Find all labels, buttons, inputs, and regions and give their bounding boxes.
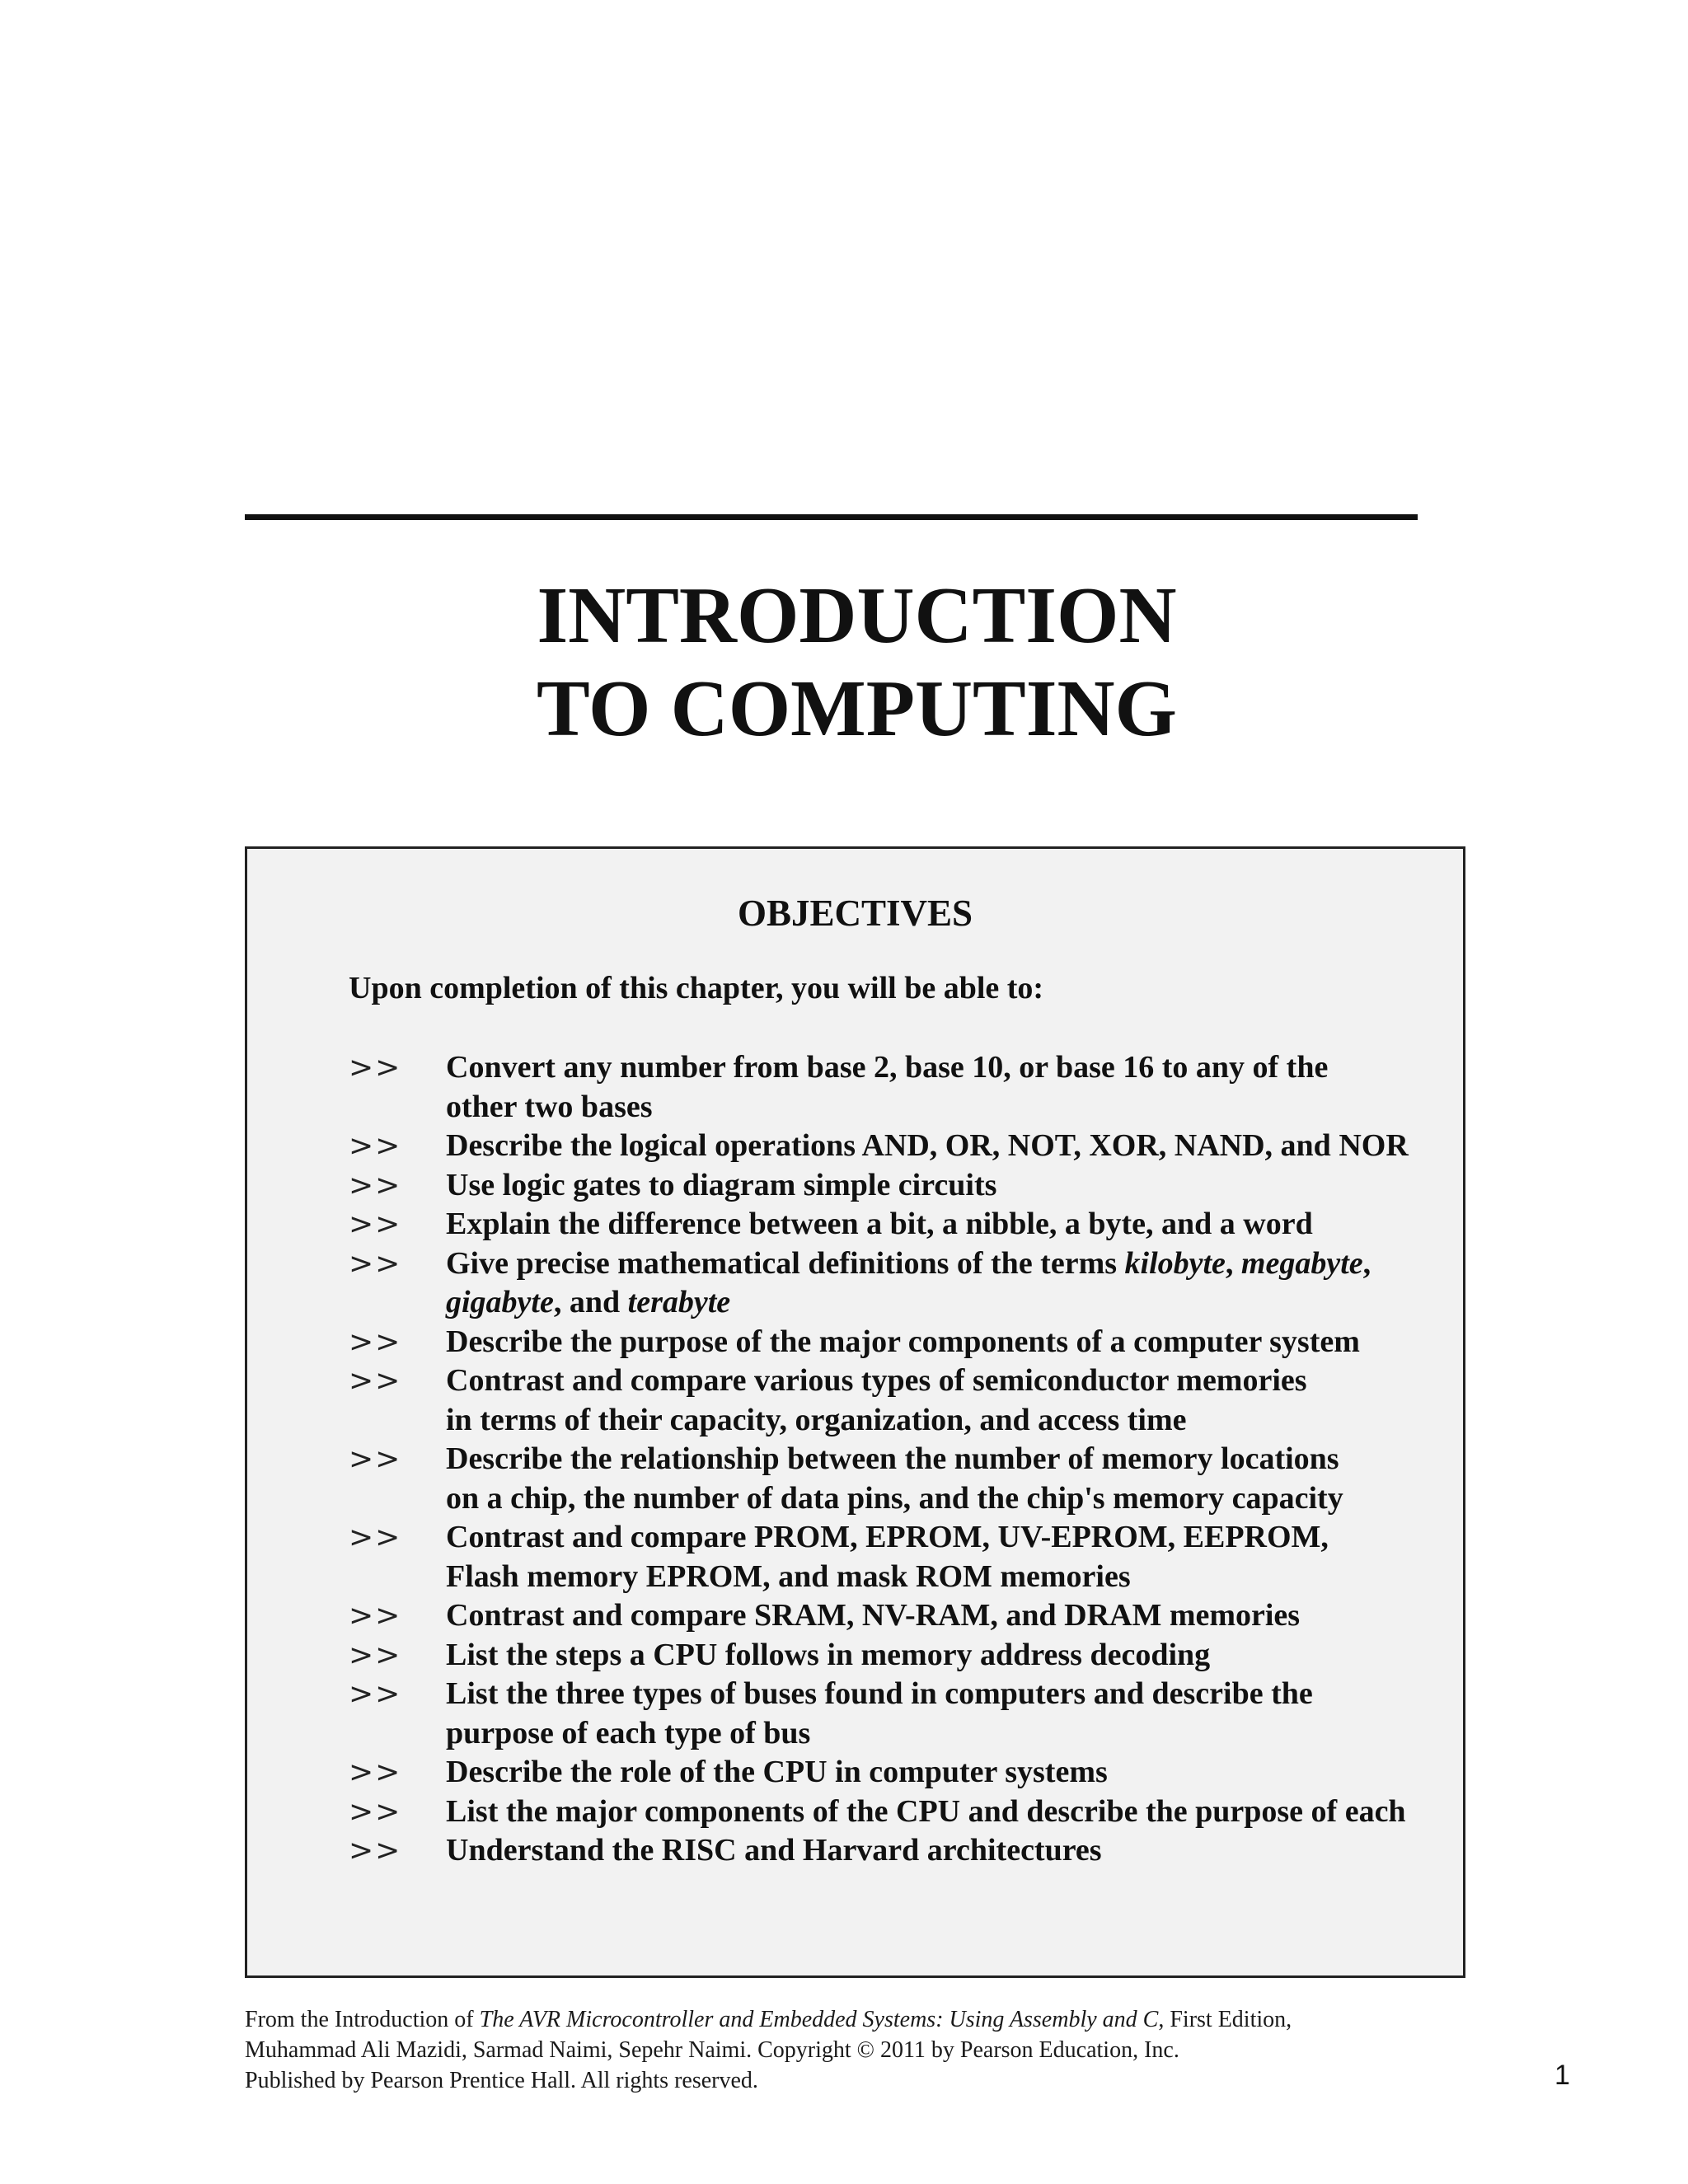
objective-bullet: >> [349, 1364, 402, 1398]
chapter-title-line-1: INTRODUCTION [537, 571, 1177, 659]
objective-term: gigabyte [446, 1285, 554, 1319]
objective-item [349, 1793, 1461, 1832]
objective-bullet: >> [349, 1599, 402, 1633]
objective-text [446, 1127, 1461, 1166]
objective-item [349, 1518, 1461, 1596]
chapter-title [245, 569, 1469, 755]
objective-item [349, 1596, 1461, 1636]
objective-text-segment: List the major components of the CPU and describe the purpose of each [446, 1793, 1406, 1829]
objective-item [349, 1440, 1461, 1518]
objective-text-segment: List the steps a CPU follows in memory address decoding [446, 1637, 1211, 1672]
footer-line-3: Published by Pearson Prentice Hall. All rights reserved. [245, 2068, 758, 2093]
objective-text-segment: Give precise mathematical definitions of the terms [446, 1245, 1125, 1281]
objective-item [349, 1323, 1461, 1362]
objective-text-segment: List the three types of buses found in computers and describe the purpose of each type of bus [446, 1676, 1313, 1750]
objective-bullet: >> [349, 1129, 402, 1163]
objectives-box [245, 846, 1465, 1978]
objective-text [446, 1205, 1461, 1244]
objective-item [349, 1675, 1461, 1753]
objective-text-segment: Describe the relationship between the number of memory locations on a chip, the number of data pins, and the chip's memory capacity [446, 1441, 1343, 1516]
objective-bullet: >> [349, 1324, 402, 1359]
objective-bullet: >> [349, 1168, 402, 1202]
footer-line-1-prefix: From the Introduction of [245, 2007, 480, 2032]
objective-item [349, 1361, 1461, 1440]
objectives-heading: OBJECTIVES [737, 893, 973, 934]
objective-text-segment: , [1362, 1245, 1372, 1281]
objective-bullet: >> [349, 1794, 402, 1829]
objective-text-segment: Describe the role of the CPU in computer systems [446, 1755, 1108, 1789]
objective-bullet: >> [349, 1521, 402, 1554]
objective-text-segment: Use logic gates to diagram simple circuits [446, 1167, 997, 1202]
objective-bullet: >> [349, 1834, 402, 1868]
objectives-list [349, 1048, 1461, 1871]
objective-bullet: >> [349, 1207, 402, 1241]
objective-text [446, 1323, 1461, 1362]
objective-text-segment: Describe the logical operations AND, OR, NOT, XOR, NAND, and NOR [446, 1128, 1409, 1163]
objective-text-segment: Explain the difference between a bit, a nibble, a byte, and a word [446, 1207, 1313, 1241]
objective-text [446, 1596, 1461, 1636]
objectives-intro: Upon completion of this chapter, you will be able to: [349, 971, 1044, 1005]
page-number: 1 [1554, 2060, 1570, 2091]
objective-text-segment: Describe the purpose of the major components of a computer system [446, 1324, 1360, 1359]
objective-bullet: >> [349, 1442, 402, 1476]
objective-text [446, 1440, 1461, 1518]
objective-text-segment: Convert any number from base 2, base 10, or base 16 to any of the other two bases [446, 1050, 1329, 1124]
source-footer [245, 2004, 1292, 2096]
objective-item [349, 1244, 1461, 1323]
objective-text-segment: , [1225, 1245, 1241, 1281]
objective-bullet: >> [349, 1677, 402, 1711]
objective-term: kilobyte [1124, 1245, 1226, 1281]
objective-item [349, 1753, 1461, 1793]
chapter-top-rule [245, 514, 1418, 520]
objective-term: terabyte [627, 1285, 731, 1319]
objective-text [446, 1675, 1461, 1753]
objective-text-segment: Contrast and compare SRAM, NV-RAM, and DRAM memories [446, 1598, 1301, 1633]
objective-bullet: >> [349, 1051, 402, 1085]
objective-text [446, 1244, 1461, 1323]
objective-text [446, 1048, 1461, 1127]
objective-text [446, 1831, 1461, 1871]
footer-line-1 [245, 2004, 1292, 2035]
objective-item [349, 1127, 1461, 1166]
objective-text-segment: , and [553, 1285, 628, 1319]
objective-text [446, 1753, 1461, 1793]
objective-text [446, 1636, 1461, 1675]
objective-text-segment: Contrast and compare various types of semiconductor memories in terms of their capacity, organization, and access time [446, 1363, 1307, 1437]
chapter-title-line-2: TO COMPUTING [537, 664, 1177, 752]
objective-bullet: >> [349, 1246, 402, 1281]
objective-item [349, 1048, 1461, 1127]
footer-line-1-suffix: , First Edition, [1158, 2007, 1292, 2032]
objective-bullet: >> [349, 1638, 402, 1672]
objective-text-segment: Understand the RISC and Harvard architectures [446, 1833, 1102, 1868]
objective-text [446, 1518, 1461, 1596]
footer-line-2: Muhammad Ali Mazidi, Sarmad Naimi, Sepehr Naimi. Copyright © 2011 by Pearson Education, Inc. [245, 2037, 1179, 2063]
objective-text [446, 1361, 1461, 1440]
objective-term: megabyte [1240, 1245, 1363, 1281]
objective-item [349, 1831, 1461, 1871]
objective-item [349, 1636, 1461, 1675]
objective-text [446, 1166, 1461, 1206]
footer-book-title: The AVR Microcontroller and Embedded Systems: Using Assembly and C [479, 2007, 1159, 2032]
objective-text-segment: Contrast and compare PROM, EPROM, UV-EPROM, EEPROM, Flash memory EPROM, and mask ROM memories [446, 1520, 1329, 1594]
objective-bullet: >> [349, 1755, 402, 1789]
objective-item [349, 1205, 1461, 1244]
objective-item [349, 1166, 1461, 1206]
objective-text [446, 1793, 1461, 1832]
